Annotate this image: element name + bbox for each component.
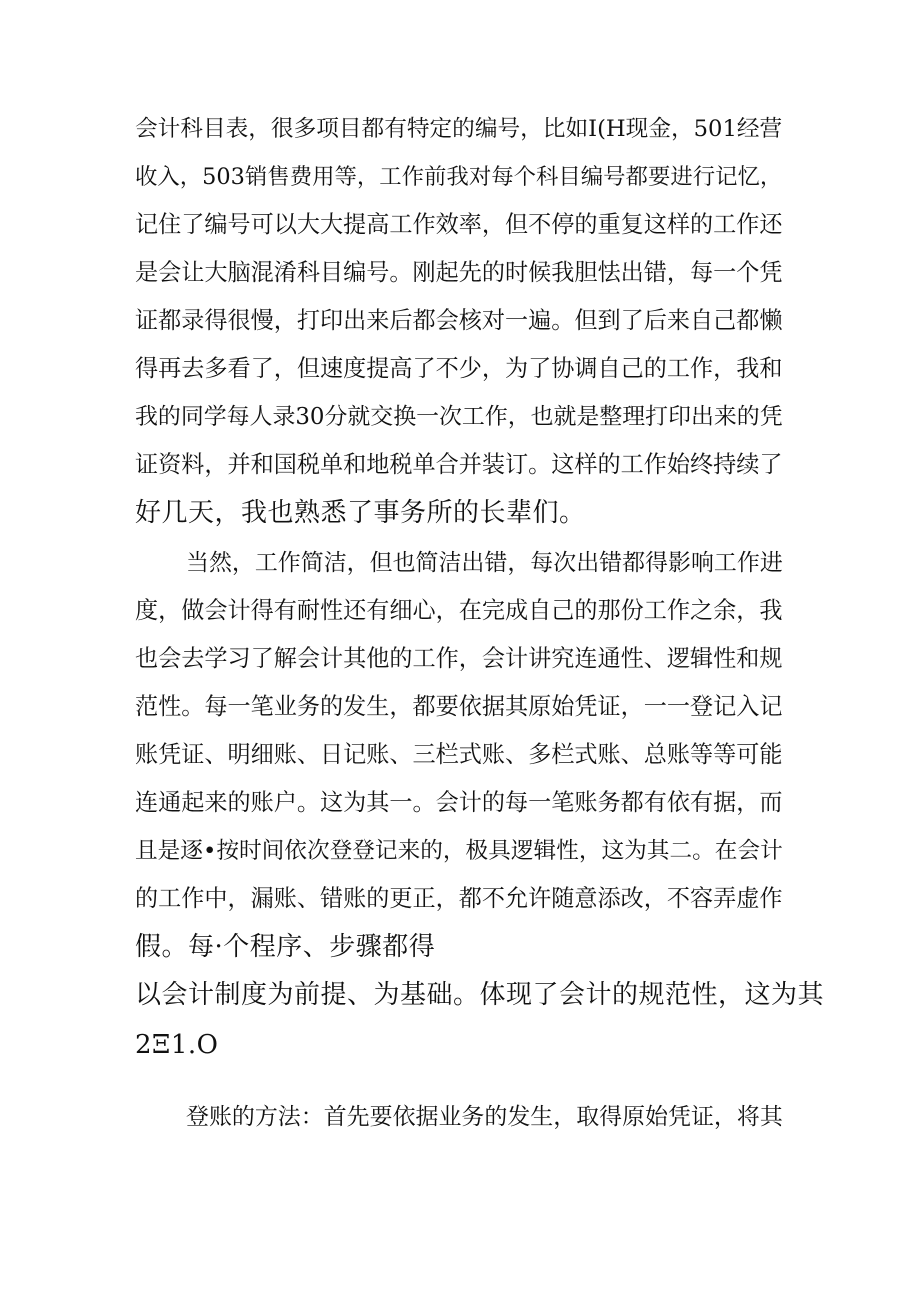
paragraph-2-line-7: 且是逐•按时间依次登登记来的，极具逻辑性，这为其二。在会计 xyxy=(135,838,783,864)
paragraph-1-line-6: 得再去多看了，但速度提高了不少，为了协调自己的工作，我和 xyxy=(135,356,783,382)
paragraph-1-line-1: 会计科目表，很多项目都有特定的编号，比如I(H现金，501经营 xyxy=(135,116,783,142)
paragraph-2-line-9: 假。每·个程序、步骤都得 xyxy=(135,932,436,962)
paragraph-2-line-5: 账凭证、明细账、日记账、三栏式账、多栏式账、总账等等可能 xyxy=(135,742,783,768)
paragraph-1-line-9: 好几天，我也熟悉了事务所的长辈们。 xyxy=(135,498,586,528)
paragraph-1-line-2: 收入，503销售费用等，工作前我对每个科目编号都要进行记忆， xyxy=(135,164,783,190)
paragraph-1-line-3: 记住了编号可以大大提高工作效率，但不停的重复这样的工作还 xyxy=(135,212,783,238)
paragraph-2-line-8: 的工作中，漏账、错账的更正，都不允许随意添改，不容弄虚作 xyxy=(135,886,783,912)
heading-number: 2Ξ1.O xyxy=(135,1030,219,1060)
paragraph-1-line-5: 证都录得很慢，打印出来后都会核对一遍。但到了后来自己都懒 xyxy=(135,308,783,334)
paragraph-1-line-4: 是会让大脑混淆科目编号。刚起先的时候我胆怯出错，每一个凭 xyxy=(135,260,783,286)
paragraph-1-line-8: 证资料，并和国税单和地税单合并装订。这样的工作始终持续了 xyxy=(135,452,783,478)
fragment-line: 以会计制度为前提、为基础。体现了会计的规范性，这为其 xyxy=(135,980,825,1010)
paragraph-1-line-7: 我的同学每人录30分就交换一次工作，也就是整理打印出来的凭 xyxy=(135,404,783,430)
paragraph-2-line-4: 范性。每一笔业务的发生，都要依据其原始凭证，一一登记入记 xyxy=(135,694,783,720)
paragraph-2-line-3: 也会去学习了解会计其他的工作，会计讲究连通性、逻辑性和规 xyxy=(135,646,783,672)
paragraph-2-line-6: 连通起来的账户。这为其一。会计的每一笔账务都有依有据，而 xyxy=(135,790,783,816)
paragraph-2-line-1: 当然，工作简洁，但也简洁出错，每次出错都得影响工作进 xyxy=(186,550,783,576)
paragraph-3-line-1: 登账的方法：首先要依据业务的发生，取得原始凭证，将其 xyxy=(186,1104,783,1130)
paragraph-2-line-2: 度，做会计得有耐性还有细心，在完成自己的那份工作之余，我 xyxy=(135,598,783,624)
